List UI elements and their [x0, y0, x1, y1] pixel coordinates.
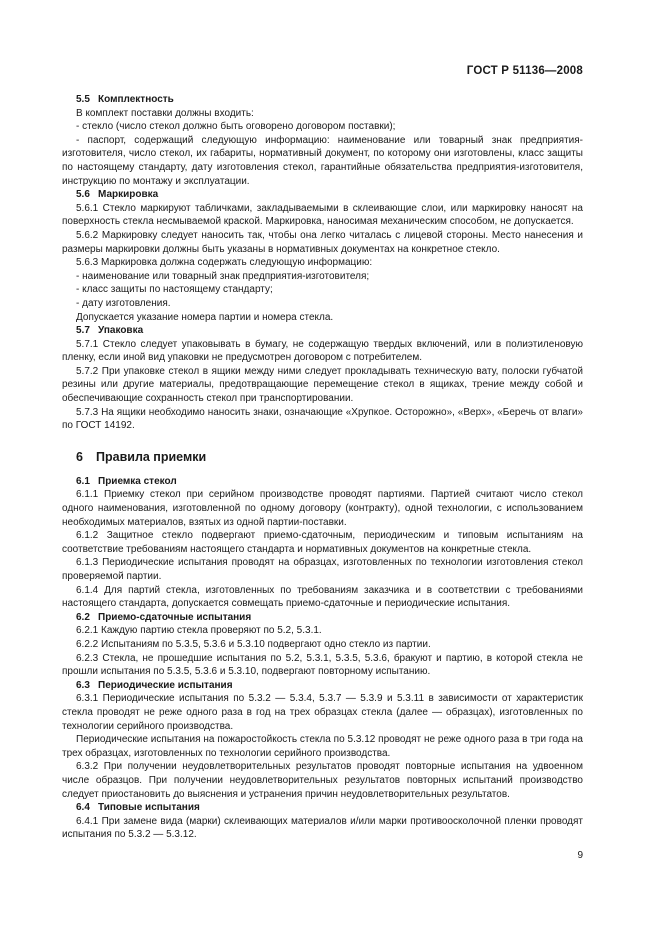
paragraph: - паспорт, содержащий следующую информацию: наименование или товарный знак предприятия-изготовителя, число стекол, их габариты, нормативный документ, по которому они изготовлены, класс защиты по настоящему стандарту, дату изготовления стекол, гарантийные обязательства предприятия-изготовителя, инструкцию по монтажу и эксплуатации.	[62, 134, 583, 187]
heading-text: Типовые испытания	[98, 802, 200, 814]
paragraph: Допускается указание номера партии и номера стекла.	[76, 311, 334, 323]
heading-text: Упаковка	[98, 325, 144, 337]
paragraph: 6.2.3 Стекла, не прошедшие испытания по 5.2, 5.3.1, 5.3.5, 5.3.6, бракуют и партию, в которой стекла не прошли испытания по 5.3.5, 5.3.6 и 5.3.10, подвергают повторному испытанию.	[62, 652, 583, 678]
section-heading-6	[76, 450, 583, 465]
paragraph: - класс защиты по настоящему стандарту;	[76, 284, 273, 296]
paragraph: 6.1.4 Для партий стекла, изготовленных по требованиям заказчика и в соответствии с требованиями настоящего стандарта, допускается совмещать приемо-сдаточные и периодические испытания.	[62, 584, 583, 610]
heading-number: 6	[76, 449, 83, 464]
section-heading-6-2	[62, 611, 583, 625]
paragraph: 6.3.2 При получении неудовлетворительных результатов проводят повторные испытания на удвоенном числе образцов. При получении неудовлетворительных результатов повторных испытаний производство следует приостановить до выяснения и устранения причин неудовлетворительных результатов.	[62, 761, 583, 800]
page-number: 9	[577, 850, 583, 861]
paragraph: 5.6.3 Маркировка должна содержать следующую информацию:	[76, 257, 373, 269]
paragraph: В комплект поставки должны входить:	[76, 107, 254, 119]
paragraph: 6.2.1 Каждую партию стекла проверяют по 5.2, 5.3.1.	[76, 625, 322, 637]
paragraph: 5.6.1 Стекло маркируют табличками, закладываемыми в склеивающие слои, или маркировку наносят на поверхность стекла несмываемой краской. Маркировка, наносимая механическим способом, не допускается.	[62, 202, 583, 228]
paragraph: 6.3.1 Периодические испытания по 5.3.2 — 5.3.4, 5.3.7 — 5.3.9 и 5.3.11 в зависимости от характеристик стекла проводят не реже одного раза в год на трех образцах стекла (далее — образцах), изготовленных по технологии серийного производства.	[62, 693, 583, 732]
section-heading-6-3	[62, 679, 583, 693]
paragraph: - дату изготовления.	[76, 297, 171, 309]
section-heading-5-6	[62, 188, 583, 202]
section-heading-6-4	[62, 801, 583, 815]
paragraph: 5.6.2 Маркировку следует наносить так, чтобы она легко читалась с лицевой стороны. Место нанесения и размеры маркировки должны быть указаны в нормативных документах на конкретное стекло.	[62, 229, 583, 255]
heading-text: Приемо-сдаточные испытания	[98, 611, 252, 623]
heading-text: Периодические испытания	[98, 679, 233, 691]
paragraph: 6.1.2 Защитное стекло подвергают приемо-сдаточным, периодическим и типовым испытаниям на соответствие требованиям настоящего стандарта и нормативных документов на конкретные стекла.	[62, 530, 583, 555]
heading-number: 6.1	[76, 475, 90, 487]
heading-text: Маркировка	[98, 189, 159, 201]
section-heading-6-1	[62, 475, 583, 489]
paragraph: - стекло (число стекол должно быть оговорено договором поставки);	[76, 121, 396, 133]
paragraph: 5.7.1 Стекло следует упаковывать в бумагу, не содержащую твердых включений, или в полиэтиленовую пленку, если иной вид упаковки не предусмотрен договором с потребителем.	[62, 338, 583, 364]
paragraph: 5.7.2 При упаковке стекол в ящики между ними следует прокладывать техническую вату, полоски губчатой резины или другие материалы, предотвращающие перемещение стекол в ящиках, трение между собой и обеспечивающие сохранность стекол при транспортировании.	[62, 365, 583, 405]
document-body	[62, 93, 583, 842]
heading-number: 6.2	[76, 611, 90, 623]
paragraph: 5.7.3 На ящики необходимо наносить знаки, означающие «Хрупкое. Осторожно», «Верх», «Беречь от влаги» по ГОСТ 14192.	[62, 406, 583, 432]
heading-number: 6.4	[76, 802, 90, 814]
paragraph: Периодические испытания на пожаростойкость стекла по 5.3.12 проводят не реже одного раза в три года на трех образцах, изготовленных по технологии серийного производства.	[62, 734, 583, 759]
heading-number: 5.6	[76, 189, 90, 201]
heading-text: Правила приемки	[96, 449, 207, 464]
heading-number: 5.7	[76, 325, 90, 337]
heading-text: Приемка стекол	[98, 475, 177, 487]
heading-text: Комплектность	[98, 94, 174, 105]
heading-number: 6.3	[76, 679, 90, 691]
paragraph: 6.4.1 При замене вида (марки) склеивающих материалов и/или марки противоосколочной пленки проводят испытания по 5.3.2 — 5.3.12.	[62, 815, 583, 841]
paragraph: 6.2.2 Испытаниям по 5.3.5, 5.3.6 и 5.3.10 подвергают одно стекло из партии.	[76, 638, 431, 650]
paragraph: - наименование или товарный знак предприятия-изготовителя;	[76, 270, 370, 282]
section-heading-5-5	[62, 93, 583, 107]
section-heading-5-7	[62, 324, 583, 338]
heading-number: 5.5	[76, 94, 90, 105]
paragraph: 6.1.1 Приемку стекол при серийном производстве проводят партиями. Партией считают число стекол одного наименования, изготовленной по одному договору (контракту), одной технологии, с использованием необходимых материалов, взятых из одной партии-поставки.	[62, 489, 583, 528]
paragraph: 6.1.3 Периодические испытания проводят на образцах, изготовленных по технологии изготовления стекол проверяемой партии.	[62, 557, 583, 582]
document-header: ГОСТ Р 51136—2008	[466, 65, 583, 77]
